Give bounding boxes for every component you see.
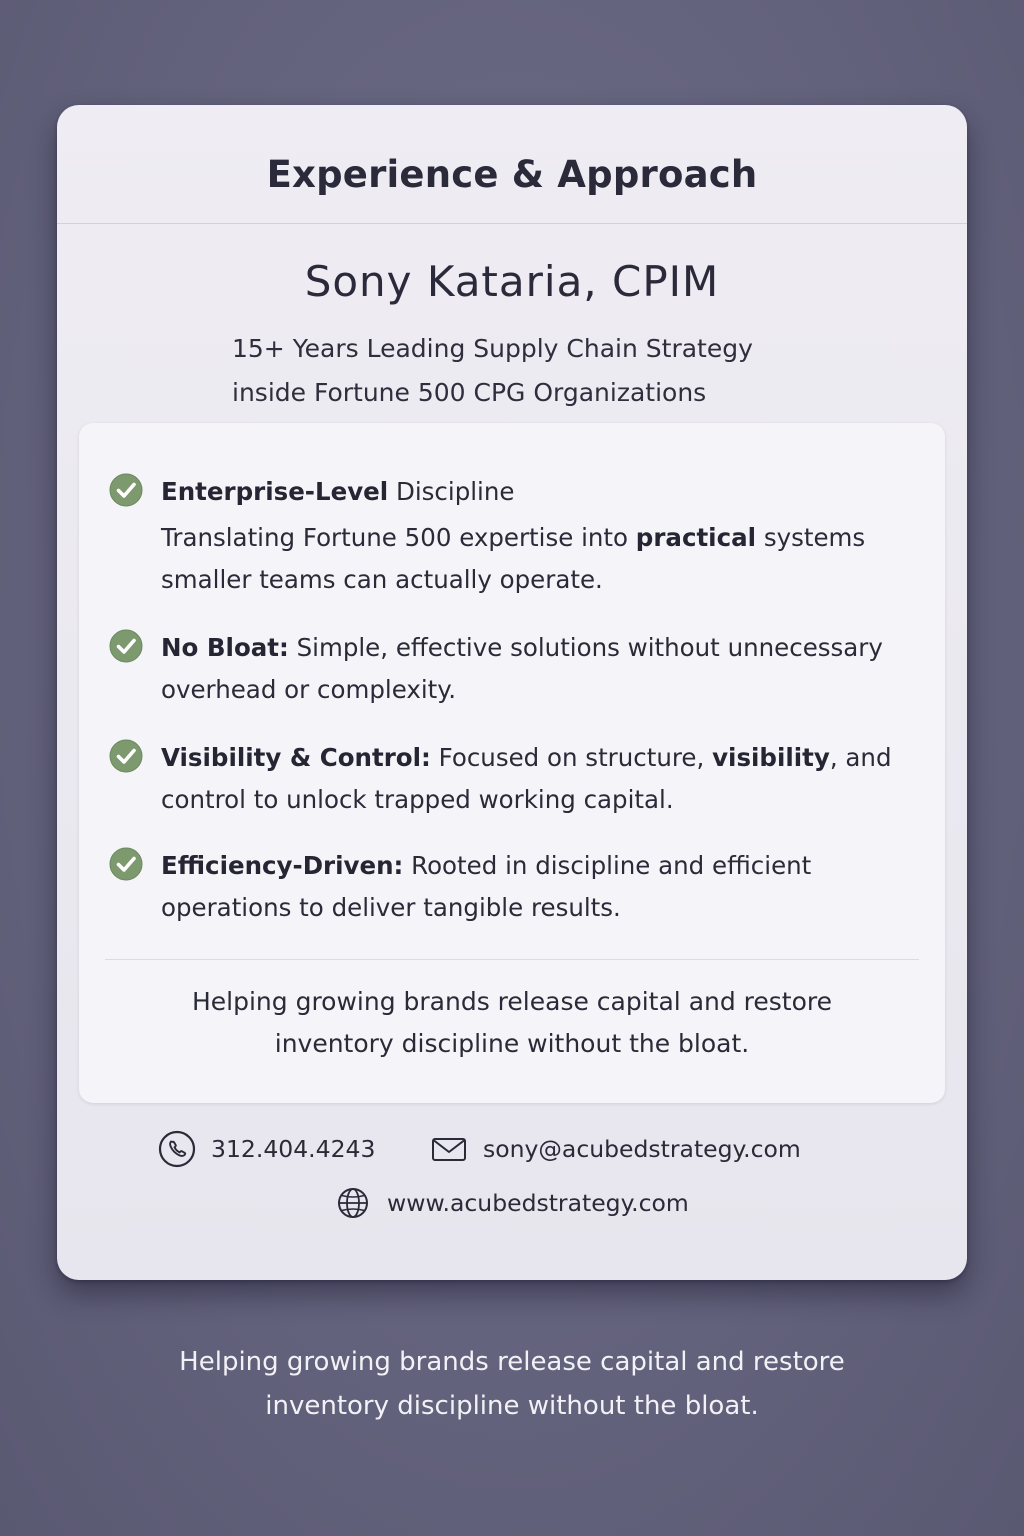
footer-line-1: Helping growing brands release capital and restore: [179, 1347, 845, 1377]
experience-card: [57, 105, 967, 1280]
item-heading: No Bloat:: [161, 633, 289, 662]
subtitle: [232, 327, 832, 415]
person-name: Sony Kataria, CPIM: [304, 257, 720, 306]
envelope-icon: [429, 1129, 469, 1169]
footer-tagline: [0, 1340, 1024, 1428]
item-description: Simple, effective solutions without unnecessary overhead or complexity.: [161, 633, 883, 704]
check-circle-icon: [109, 629, 143, 663]
website-contact[interactable]: [333, 1181, 689, 1225]
email-address: sony@acubedstrategy.com: [483, 1135, 801, 1163]
phone-contact[interactable]: [157, 1127, 375, 1171]
phone-number: 312.404.4243: [211, 1135, 376, 1163]
list-item-text: [161, 471, 921, 601]
item-description-rest: systems smaller teams can actually operate.: [161, 523, 866, 594]
footer-line-2: inventory discipline without the bloat.: [265, 1391, 759, 1421]
panel-tagline-line-1: Helping growing brands release capital and restore: [191, 987, 833, 1016]
check-circle-icon: [109, 473, 143, 507]
check-circle-icon: [109, 847, 143, 881]
approach-panel: [79, 423, 945, 1103]
list-item-text: [161, 845, 921, 929]
email-contact[interactable]: [429, 1127, 801, 1171]
list-item-text: [161, 627, 921, 711]
item-emphasis: visibility: [712, 743, 830, 772]
list-item-text: [161, 737, 921, 821]
panel-tagline-line-2: inventory discipline without the bloat.: [274, 1029, 750, 1058]
panel-tagline: [139, 981, 885, 1065]
item-description: Translating Fortune 500 expertise into: [161, 523, 636, 552]
card-title: Experience & Approach: [266, 153, 758, 196]
item-emphasis: practical: [635, 523, 757, 552]
item-heading-rest: Discipline: [388, 477, 515, 506]
title-divider: [57, 223, 967, 224]
item-description-rest: , and control to unlock trapped working capital.: [161, 743, 892, 814]
item-heading: Visibility & Control:: [161, 743, 431, 772]
phone-icon: [157, 1129, 197, 1169]
item-description: Rooted in discipline and efficient operations to deliver tangible results.: [161, 851, 812, 922]
item-heading: Efficiency-Driven:: [161, 851, 404, 880]
subtitle-line-2: inside Fortune 500 CPG Organizations: [232, 378, 707, 407]
check-circle-icon: [109, 739, 143, 773]
item-heading: Enterprise-Level: [161, 477, 389, 506]
website-url: www.acubedstrategy.com: [387, 1189, 689, 1217]
subtitle-line-1: 15+ Years Leading Supply Chain Strategy: [232, 334, 753, 363]
panel-divider: [105, 959, 919, 960]
item-description: Focused on structure,: [430, 743, 713, 772]
globe-icon: [333, 1183, 373, 1223]
contact-row: [57, 1127, 967, 1171]
